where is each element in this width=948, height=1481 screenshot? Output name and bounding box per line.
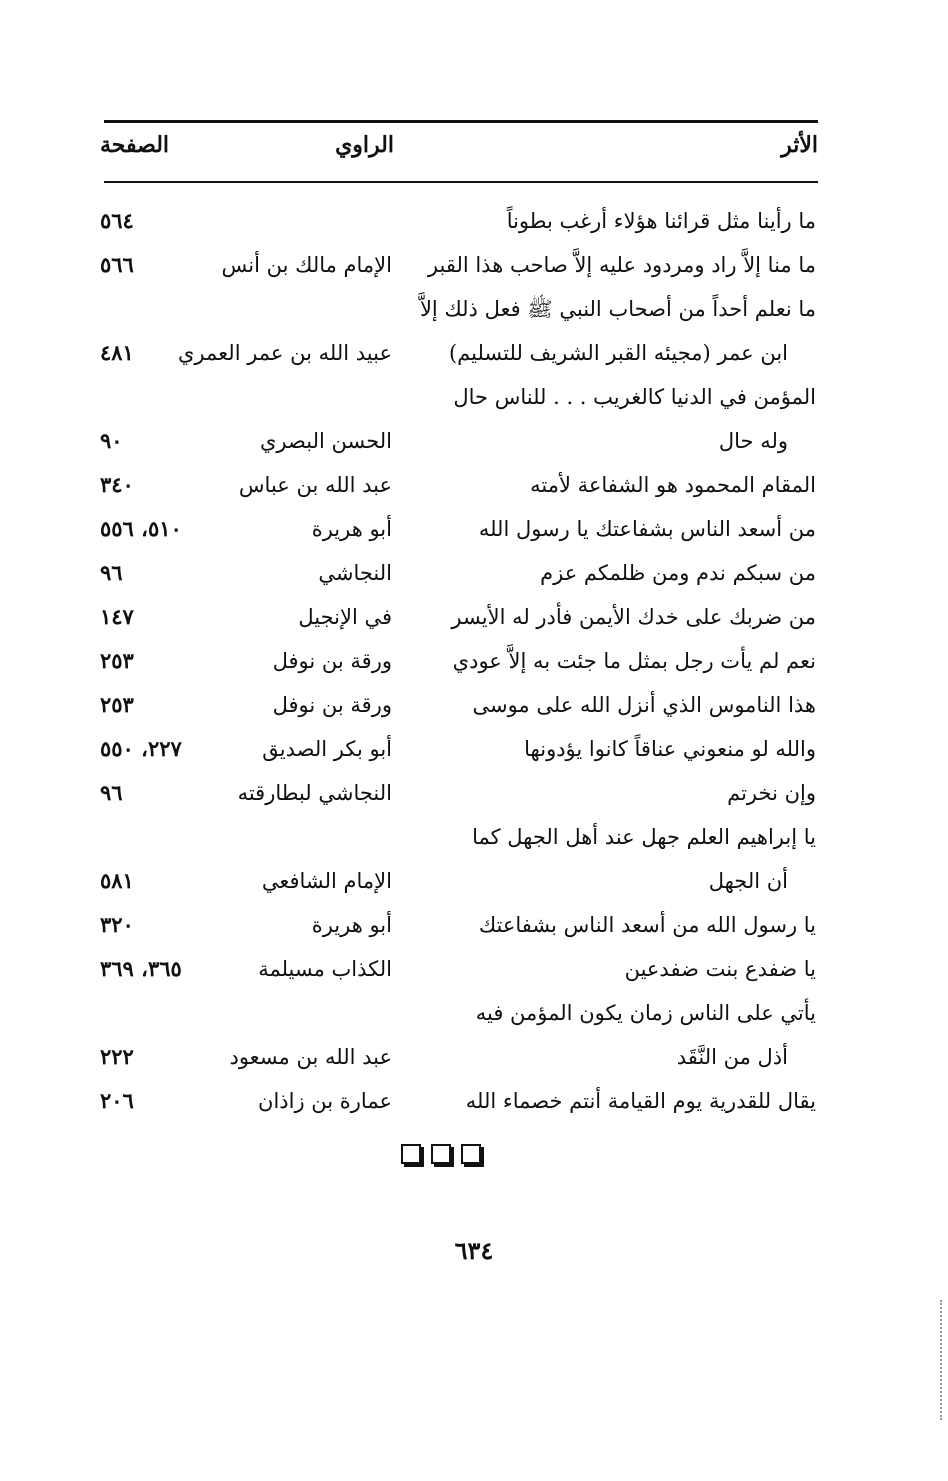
page-cell: ٣٦٥، ٣٦٩ [100, 956, 182, 981]
table-row [0, 1080, 948, 1124]
page-number: ٦٣٤ [454, 1236, 494, 1265]
rawi-cell: الإمام مالك بن أنس [221, 253, 392, 277]
athar-cell: يأتي على الناس زمان يكون المؤمن فيه [475, 1001, 816, 1025]
table-row [0, 684, 948, 728]
athar-cell: هذا الناموس الذي أنزل الله على موسى [472, 693, 816, 717]
page-cell: ٥٦٤ [100, 208, 134, 233]
athar-cell: ما منا إلاَّ راد ومردود عليه إلاَّ صاحب هذا القبر [427, 253, 816, 277]
header-rule [104, 181, 818, 183]
page-cell: ٥١٠، ٥٥٦ [100, 516, 182, 541]
athar-cell: يا إبراهيم العلم جهل عند أهل الجهل كما [472, 825, 816, 849]
table-row [0, 288, 948, 332]
athar-cell: وله حال [718, 429, 788, 453]
section-end-ornament [401, 1144, 481, 1164]
top-rule [104, 120, 818, 123]
table-row [0, 332, 948, 376]
table-row [0, 992, 948, 1036]
rawi-cell: الإمام الشافعي [261, 869, 392, 893]
table-row [0, 640, 948, 684]
rawi-cell: ورقة بن نوفل [272, 649, 392, 673]
rawi-cell: النجاشي لبطارقته [237, 781, 392, 805]
header-athar: الأثر [781, 132, 818, 158]
athar-cell: نعم لم يأت رجل بمثل ما جئت به إلاَّ عودي [452, 649, 816, 673]
rawi-cell: ورقة بن نوفل [272, 693, 392, 717]
page-cell: ١٤٧ [100, 604, 134, 629]
athar-cell: ما رأينا مثل قرائنا هؤلاء أرغب بطوناً [506, 209, 816, 233]
header-rawi: الراوي [335, 132, 394, 158]
header-page: الصفحة [100, 132, 170, 158]
page-cell: ٤٨١ [100, 340, 134, 365]
table-row [0, 728, 948, 772]
athar-cell: أن الجهل [708, 869, 788, 893]
athar-cell: من ضربك على خدك الأيمن فأدر له الأيسر [451, 605, 816, 629]
page-cell: ٢٥٣ [100, 692, 134, 717]
table-row [0, 772, 948, 816]
rawi-cell: في الإنجيل [298, 605, 392, 629]
rawi-cell: عبد الله بن عباس [238, 473, 392, 497]
square-ornament-icon [401, 1144, 421, 1164]
page-cell: ٥٨١ [100, 868, 134, 893]
athar-cell: المقام المحمود هو الشفاعة لأمته [530, 473, 816, 497]
table-row [0, 904, 948, 948]
page-cell: ٢٠٦ [100, 1088, 134, 1113]
table-row [0, 420, 948, 464]
table-row [0, 200, 948, 244]
table-row [0, 948, 948, 992]
table-row [0, 508, 948, 552]
scan-margin-dots [938, 1300, 942, 1420]
rawi-cell: أبو بكر الصديق [262, 737, 392, 761]
table-row [0, 464, 948, 508]
page-cell: ٣٤٠ [100, 472, 134, 497]
table-row [0, 376, 948, 420]
rawi-cell: الحسن البصري [260, 429, 392, 453]
page-cell: ٢٢٧، ٥٥٠ [100, 736, 182, 761]
page-cell: ٢٢٢ [100, 1044, 134, 1069]
rawi-cell: الكذاب مسيلمة [258, 957, 392, 981]
table-row [0, 1036, 948, 1080]
rawi-cell: عمارة بن زاذان [258, 1089, 392, 1113]
table-row [0, 816, 948, 860]
athar-cell: يا ضفدع بنت ضفدعين [624, 957, 816, 981]
athar-cell: وإن نخرتم [727, 781, 816, 805]
rawi-cell: النجاشي [318, 561, 392, 585]
rawi-cell: عبيد الله بن عمر العمري [178, 341, 392, 365]
athar-cell: ابن عمر (مجيئه القبر الشريف للتسليم) [448, 341, 788, 365]
athar-cell: والله لو منعوني عناقاً كانوا يؤدونها [524, 737, 816, 761]
athar-cell: المؤمن في الدنيا كالغريب . . . للناس حال [453, 385, 816, 409]
athar-cell: من سبكم ندم ومن ظلمكم عزم [540, 561, 816, 585]
rawi-cell: أبو هريرة [311, 517, 392, 541]
athar-cell: يا رسول الله من أسعد الناس بشفاعتك [478, 913, 816, 937]
table-row [0, 860, 948, 904]
page-cell: ٣٢٠ [100, 912, 134, 937]
page-cell: ٩٠ [100, 428, 123, 453]
square-ornament-icon [431, 1144, 451, 1164]
page-cell: ٩٦ [100, 560, 123, 585]
page-cell: ٩٦ [100, 780, 123, 805]
athar-cell: ما نعلم أحداً من أصحاب النبي ﷺ فعل ذلك إلاَّ [419, 297, 816, 321]
page-cell: ٢٥٣ [100, 648, 134, 673]
athar-cell: يقال للقدرية يوم القيامة أنتم خصماء الله [465, 1089, 816, 1113]
athar-cell: أذل من النَّقَد [676, 1045, 788, 1069]
rawi-cell: عبد الله بن مسعود [229, 1045, 392, 1069]
athar-cell: من أسعد الناس بشفاعتك يا رسول الله [478, 517, 816, 541]
table-row [0, 244, 948, 288]
table-row [0, 552, 948, 596]
table-row [0, 596, 948, 640]
rawi-cell: أبو هريرة [311, 913, 392, 937]
square-ornament-icon [461, 1144, 481, 1164]
page-cell: ٥٦٦ [100, 252, 134, 277]
